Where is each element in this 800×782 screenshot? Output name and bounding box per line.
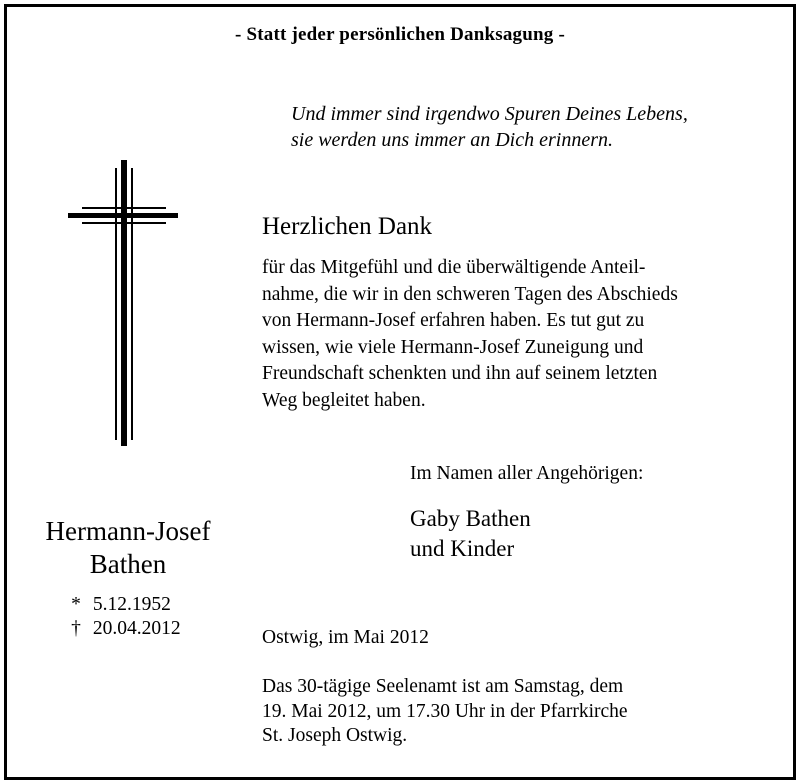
deceased-name [14, 515, 242, 581]
signer-name: und Kinder [410, 536, 515, 561]
thanks-line: von Hermann-Josef erfahren haben. Es tut gut zu [262, 310, 645, 331]
death-row [64, 617, 181, 641]
memorial-notice [262, 675, 782, 749]
notice-line: 19. Mai 2012, um 17.30 Uhr in der Pfarrkirche [262, 700, 628, 722]
thanks-line: wissen, wie viele Hermann-Josef Zuneigung und [262, 336, 644, 358]
notice-line: Das 30-tägige Seelenamt ist am Samstag, dem [262, 676, 624, 697]
deceased-name-line: Bathen [89, 549, 167, 579]
death-date: 20.04.2012 [92, 618, 181, 639]
deceased-name-line: Hermann-Josef [45, 516, 211, 546]
death-symbol: † [71, 618, 81, 639]
thanks-line: Freundschaft schenkten und ihn auf seinem letzten [262, 363, 658, 384]
motto-line: sie werden uns immer an Dich erinnern. [291, 129, 613, 151]
place-date: Ostwig, im Mai 2012 [262, 627, 429, 648]
cross-icon [68, 160, 180, 446]
birth-symbol: * [71, 594, 81, 615]
motto-quote [291, 101, 781, 153]
header-title: - Statt jeder persönlichen Danksagung - [235, 24, 565, 45]
signoff-intro: Im Namen aller Angehörigen: [410, 463, 644, 484]
thanks-heading: Herzlichen Dank [262, 213, 433, 240]
thanks-text [262, 255, 782, 414]
birth-date: 5.12.1952 [92, 594, 171, 615]
life-dates [64, 593, 181, 641]
signers [410, 504, 531, 564]
thanks-line: Weg begleitet haben. [262, 389, 426, 411]
thanks-line: nahme, die wir in den schweren Tagen des Abschieds [262, 283, 678, 305]
birth-row [64, 593, 181, 617]
notice-line: St. Joseph Ostwig. [262, 725, 408, 746]
signer-name: Gaby Bathen [410, 506, 531, 531]
thanks-line: für das Mitgefühl und die überwältigende Anteil- [262, 257, 646, 278]
motto-line: Und immer sind irgendwo Spuren Deines Lebens, [291, 103, 688, 125]
